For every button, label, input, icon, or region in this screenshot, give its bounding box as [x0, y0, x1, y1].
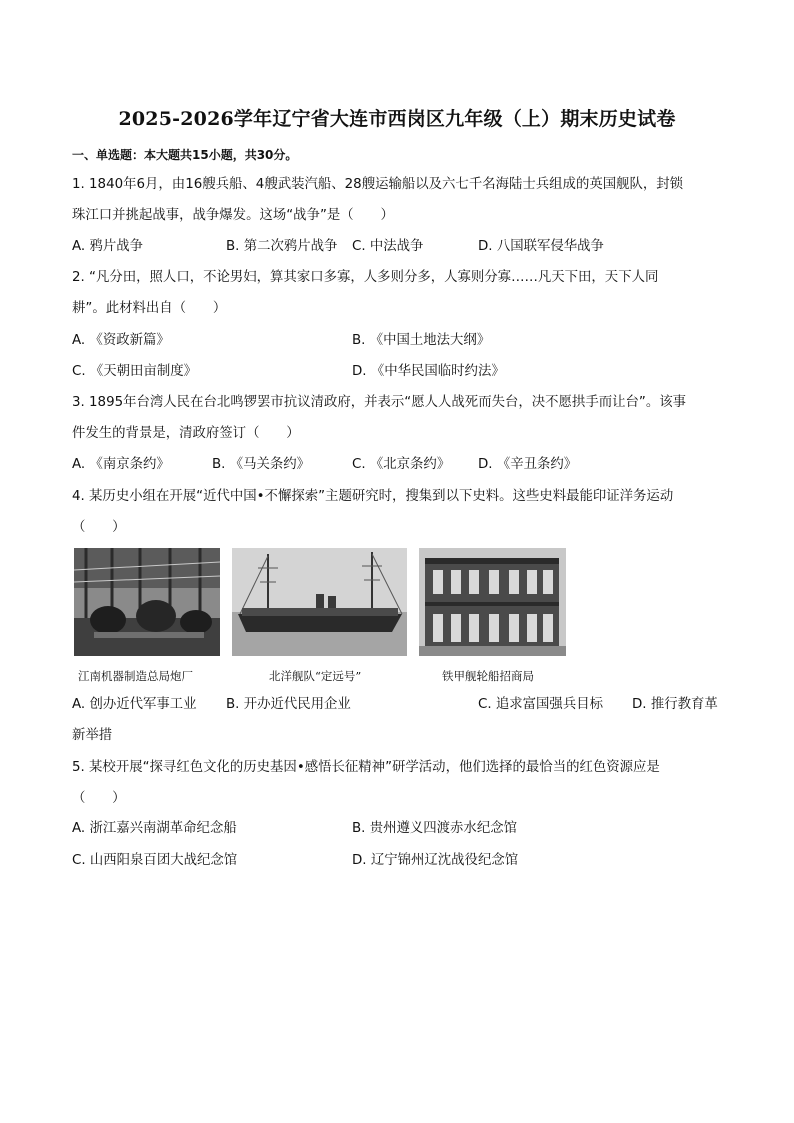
building-photo: [419, 548, 566, 656]
question-5-line1: 5. 某校开展“探寻红色文化的历史基因•感悟长征精神”研学活动，他们选择的最恰当的红色资源应是: [72, 760, 660, 775]
warship-caption: 北洋舰队“定远号”: [269, 669, 362, 683]
question-5-line2: （ ）: [72, 791, 126, 806]
question-4-stem: [72, 481, 722, 543]
question-2-option-d[interactable]: D. 《中华民国临时约法》: [352, 364, 505, 379]
question-5-option-c[interactable]: C. 山西阳泉百团大战纪念馆: [72, 853, 238, 868]
question-1-line2: 珠江口并挑起战事，战争爆发。这场“战争”是（ ）: [72, 208, 394, 223]
question-5-option-b[interactable]: B. 贵州遵义四渡赤水纪念馆: [352, 821, 517, 836]
question-2-stem: [72, 262, 722, 324]
question-3-option-b[interactable]: B. 《马关条约》: [212, 457, 311, 472]
question-2-line2: 耕”。此材料出自（ ）: [72, 301, 227, 316]
question-1-stem: [72, 169, 722, 231]
building-caption: 铁甲舰轮船招商局: [442, 669, 534, 683]
question-4-line1: 4. 某历史小组在开展“近代中国•不懈探索”主题研究时，搜集到以下史料。这些史料最能印证洋务运动: [72, 489, 674, 504]
question-4-line2: （ ）: [72, 520, 126, 535]
factory-caption: 江南机器制造总局炮厂: [78, 669, 193, 683]
page-title: 2025-2026学年辽宁省大连市西岗区九年级（上）期末历史试卷: [118, 108, 676, 130]
question-1-option-b[interactable]: B. 第二次鸦片战争: [226, 239, 338, 254]
question-2-option-b[interactable]: B. 《中国土地法大纲》: [352, 333, 491, 348]
question-5-option-a[interactable]: A. 浙江嘉兴南湖革命纪念船: [72, 821, 237, 836]
question-3-line1: 3. 1895年台湾人民在台北鸣锣罢市抗议清政府，并表示“愿人人战死而失台，决不愿拱手而让台”。该事: [72, 395, 686, 410]
question-3-option-a[interactable]: A. 《南京条约》: [72, 457, 170, 472]
question-4-option-d[interactable]: D. 推行教育革: [632, 697, 718, 712]
question-5-stem: [72, 752, 722, 814]
question-3-line2: 件发生的背景是，清政府签订（ ）: [72, 426, 300, 441]
question-2-option-c[interactable]: C. 《天朝田亩制度》: [72, 364, 197, 379]
question-1-option-c[interactable]: C. 中法战争: [352, 239, 424, 254]
question-3-option-c[interactable]: C. 《北京条约》: [352, 457, 451, 472]
section-heading: 一、单选题：本大题共15小题，共30分。: [72, 148, 298, 162]
question-4-option-a[interactable]: A. 创办近代军事工业: [72, 697, 197, 712]
question-1-option-a[interactable]: A. 鸦片战争: [72, 239, 143, 254]
question-4-option-d-wrap: 新举措: [72, 728, 113, 743]
question-2-option-a[interactable]: A. 《资政新篇》: [72, 333, 170, 348]
question-2-line1: 2. “凡分田，照人口，不论男妇，算其家口多寡，人多则分多，人寡则分寡……凡天下田，天下人同: [72, 270, 659, 285]
warship-photo: [232, 548, 407, 656]
question-4-option-c[interactable]: C. 追求富国强兵目标: [478, 697, 603, 712]
question-3-option-d[interactable]: D. 《辛丑条约》: [478, 457, 578, 472]
question-1-option-d[interactable]: D. 八国联军侵华战争: [478, 239, 604, 254]
question-5-option-d[interactable]: D. 辽宁锦州辽沈战役纪念馆: [352, 853, 519, 868]
factory-photo: [74, 548, 220, 656]
question-4-option-b[interactable]: B. 开办近代民用企业: [226, 697, 351, 712]
question-3-stem: [72, 387, 722, 449]
question-1-line1: 1. 1840年6月，由16艘兵船、4艘武装汽船、28艘运输船以及六七千名海陆士兵组成的英国舰队，封锁: [72, 177, 684, 192]
